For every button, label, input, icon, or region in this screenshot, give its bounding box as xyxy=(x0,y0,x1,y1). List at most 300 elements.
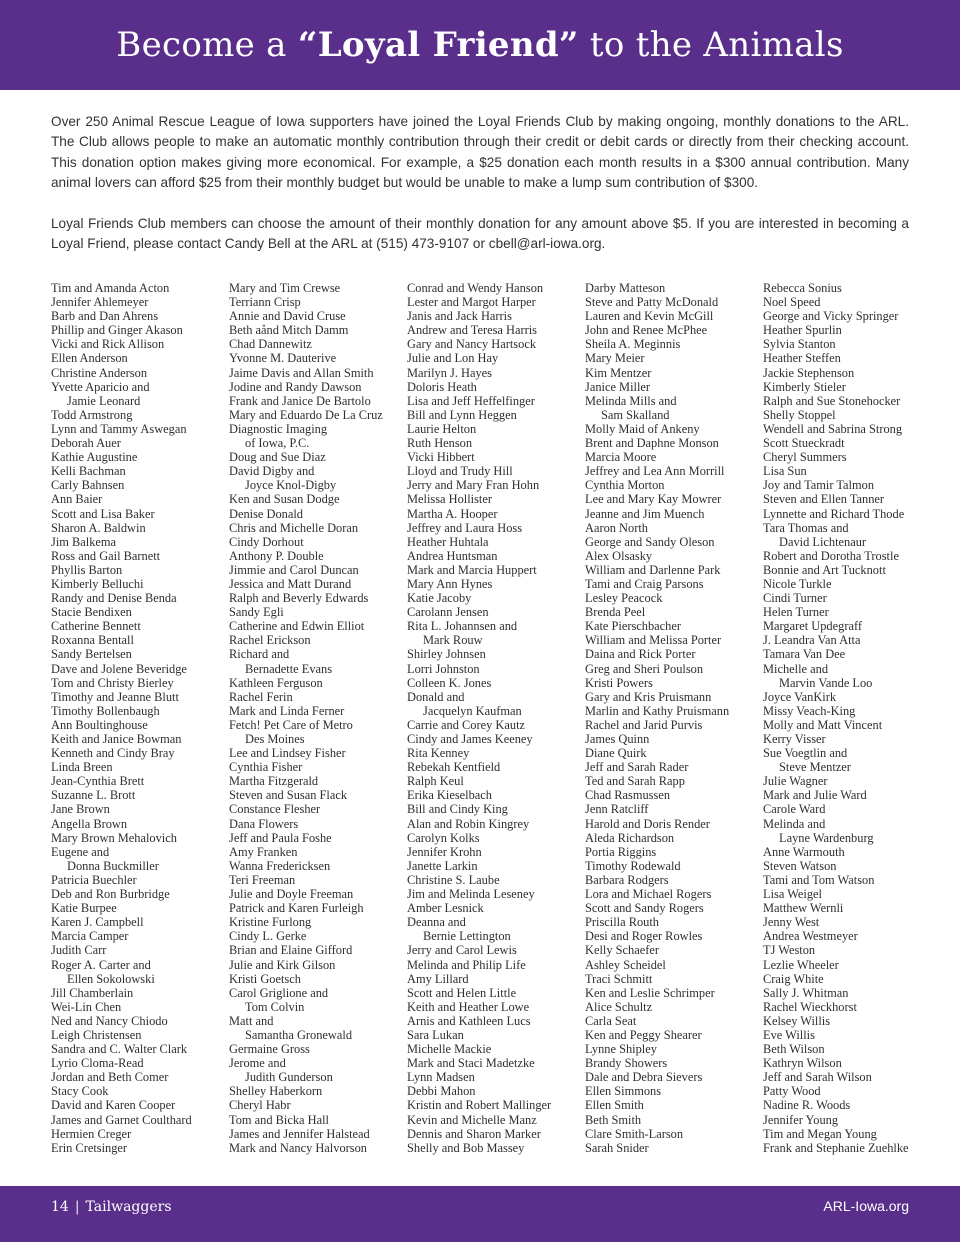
donor-name: Christine S. Laube xyxy=(407,872,500,887)
donor-name: Nadine R. Woods xyxy=(763,1098,851,1113)
donor-name: Rachel and Jarid Purvis xyxy=(585,717,703,732)
donor-name: Judith Gunderson xyxy=(245,1070,333,1085)
donor-name: Catherine Bennett xyxy=(51,619,141,634)
donor-name: Vicki and Rick Allison xyxy=(51,337,165,352)
donor-name: Annie and David Cruse xyxy=(229,309,346,324)
donor-name: Bill and Cindy King xyxy=(407,802,508,817)
donor-name: Brent and Daphne Monson xyxy=(585,436,719,451)
donor-name: Helen Turner xyxy=(763,605,829,620)
donor-name: Sandy Egli xyxy=(229,605,284,620)
donor-name: Jeffrey and Lea Ann Morrill xyxy=(585,464,725,479)
donor-name: Mark and Nancy Halvorson xyxy=(229,1140,367,1155)
donor-name: Cindy L. Gerke xyxy=(229,929,307,944)
donor-name: Tara Thomas and xyxy=(763,520,849,535)
donor-name: of Iowa, P.C. xyxy=(245,436,310,451)
donor-name: Steve and Patty McDonald xyxy=(585,295,719,310)
donor-name: James Quinn xyxy=(585,732,650,746)
website-link[interactable]: ARL-Iowa.org xyxy=(823,1198,909,1214)
donor-name: Ashley Scheidel xyxy=(585,957,666,972)
donor-name: Mary Ann Hynes xyxy=(407,576,493,591)
intro-paragraph-2: Loyal Friends Club members can choose the amount of their monthly donation for any amount above $5. If you are interested in becoming a Loyal Friend, please contact Candy Bell at the ARL at (515) 473-9107 or cbell@arl-iowa.org. xyxy=(51,215,909,252)
donor-name: Shirley Johnsen xyxy=(407,647,486,662)
donor-name: Steven Watson xyxy=(763,858,837,873)
donor-name: Robert and Dorotha Trostle xyxy=(763,548,899,563)
donor-name: Steven and Susan Flack xyxy=(229,788,348,803)
donor-name: Cindy Dorhout xyxy=(229,534,304,549)
donor-name: Rebekah Kentfield xyxy=(407,760,501,775)
donor-name: Nicole Turkle xyxy=(763,576,832,591)
donor-name: Andrea Huntsman xyxy=(407,548,498,563)
donor-name: Rita L. Johannsen and xyxy=(407,619,518,634)
donor-name: Jenn Ratcliff xyxy=(585,802,649,817)
donor-name: Keith and Janice Bowman xyxy=(51,732,182,746)
donor-name: Cheryl Summers xyxy=(763,450,847,465)
donor-name: Molly Maid of Ankeny xyxy=(585,421,700,436)
donor-name: Amy Franken xyxy=(229,844,298,859)
donor-name: Stacie Bendixen xyxy=(51,605,132,620)
donor-name: Joy and Tamir Talmon xyxy=(763,478,875,493)
donor-list xyxy=(51,281,931,1155)
donor-name: Jamie Leonard xyxy=(67,393,141,408)
donor-name: Lauren and Kevin McGill xyxy=(585,309,714,324)
donor-name: William and Darlenne Park xyxy=(585,562,721,577)
donor-name: Jennifer Krohn xyxy=(407,844,482,859)
donor-name: Jim and Melinda Leseney xyxy=(407,887,535,902)
donor-name: Kevin and Michelle Manz xyxy=(407,1112,537,1127)
donor-name: Jill Chamberlain xyxy=(51,985,134,1000)
donor-name: Julie and Doyle Freeman xyxy=(229,887,354,902)
donor-name: Kristi Goetsch xyxy=(229,971,301,986)
donor-name: Ellen Simmons xyxy=(585,1084,662,1099)
donor-column-3 xyxy=(407,281,585,1155)
title-bold: “Loyal Friend” xyxy=(297,25,579,65)
donor-name: Sandy Bertelsen xyxy=(51,647,132,662)
donor-name: Sarah Snider xyxy=(585,1140,649,1155)
donor-name: Mark and Julie Ward xyxy=(763,788,867,803)
donor-name: Daina and Rick Porter xyxy=(585,647,696,662)
donor-name: Portia Riggins xyxy=(585,844,657,859)
donor-name: Lisa Sun xyxy=(763,464,807,479)
donor-name: David and Karen Cooper xyxy=(51,1098,176,1113)
donor-name: Donald and xyxy=(407,689,465,704)
donor-name: Deanna and xyxy=(407,915,466,930)
donor-name: Jimmie and Carol Duncan xyxy=(229,562,359,577)
donor-name: Diagnostic Imaging xyxy=(229,421,328,436)
donor-name: Jackie Stephenson xyxy=(763,365,855,380)
footer-bar xyxy=(0,1186,960,1242)
donor-name: Kate Pierschbacher xyxy=(585,619,681,634)
donor-name: Lyrio Cloma-Read xyxy=(51,1056,144,1071)
donor-name: Sylvia Stanton xyxy=(763,337,836,352)
donor-name: Patty Wood xyxy=(763,1084,821,1099)
title-pre: Become a xyxy=(116,25,298,65)
donor-name: Mary and Tim Crewse xyxy=(229,281,341,295)
donor-name: Lisa and Jeff Heffelfinger xyxy=(407,393,535,408)
donor-name: Gary and Kris Pruismann xyxy=(585,689,712,704)
donor-name: J. Leandra Van Atta xyxy=(763,633,861,648)
donor-name: Mary Brown Mehalovich xyxy=(51,830,177,845)
donor-name: Jane Brown xyxy=(51,802,110,817)
donor-name: Jessica and Matt Durand xyxy=(229,576,352,591)
donor-name: Kathleen Ferguson xyxy=(229,675,323,690)
donor-name: Laurie Helton xyxy=(407,421,477,436)
donor-name: Cindy and James Keeney xyxy=(407,732,533,746)
donor-name: Greg and Sheri Poulson xyxy=(585,661,704,676)
donor-name: Amber Lesnick xyxy=(407,901,484,916)
donor-name: Jodine and Randy Dawson xyxy=(229,379,362,394)
donor-name: Timothy Bollenbaugh xyxy=(51,703,160,718)
donor-name: Michelle Mackie xyxy=(407,1042,492,1057)
donor-name: Kelli Bachman xyxy=(51,464,126,479)
donor-name: Amy Lillard xyxy=(407,971,469,986)
donor-name: Shelley Haberkorn xyxy=(229,1084,323,1099)
donor-name: Harold and Doris Render xyxy=(585,816,710,831)
donor-name: Jeff and Sarah Wilson xyxy=(763,1070,872,1085)
donor-name: Lee and Mary Kay Mowrer xyxy=(585,492,722,507)
donor-name: Beth Wilson xyxy=(763,1042,825,1057)
donor-name: Carol Griglione and xyxy=(229,985,329,1000)
donor-name: Martha Fitzgerald xyxy=(229,774,319,789)
donor-name: Ralph and Sue Stonehocker xyxy=(763,393,901,408)
donor-name: Steve Mentzer xyxy=(779,760,851,775)
donor-name: Kelsey Willis xyxy=(763,1013,831,1028)
donor-name: Cynthia Morton xyxy=(585,478,665,493)
page-title xyxy=(116,25,843,65)
donor-name: Ted and Sarah Rapp xyxy=(585,774,685,789)
donor-name: Tim and Megan Young xyxy=(763,1126,877,1141)
donor-name: Mark and Linda Ferner xyxy=(229,703,345,718)
donor-name: Jenny West xyxy=(763,915,820,930)
donor-name: Cindi Turner xyxy=(763,591,827,606)
donor-name: Jeffrey and Laura Hoss xyxy=(407,520,523,535)
donor-name: Rachel Erickson xyxy=(229,633,311,648)
donor-name: Brenda Peel xyxy=(585,605,646,620)
donor-name: Cynthia Fisher xyxy=(229,760,303,775)
donor-name: Frank and Janice De Bartolo xyxy=(229,393,371,408)
donor-name: Ken and Leslie Schrimper xyxy=(585,985,715,1000)
donor-name: Ken and Peggy Shearer xyxy=(585,1027,702,1042)
donor-name: Margaret Updegraff xyxy=(763,619,862,634)
donor-name: Erika Kieselbach xyxy=(407,788,492,803)
donor-name: Roxanna Bentall xyxy=(51,633,134,648)
donor-name: Ruth Henson xyxy=(407,436,473,451)
donor-name: Ned and Nancy Chiodo xyxy=(51,1013,168,1028)
donor-name: Steven and Ellen Tanner xyxy=(763,492,885,507)
donor-name: Denise Donald xyxy=(229,506,303,521)
donor-name: Lynn Madsen xyxy=(407,1070,475,1085)
donor-name: Dave and Jolene Beveridge xyxy=(51,661,187,676)
donor-name: Eve Willis xyxy=(763,1027,815,1042)
donor-name: Bernadette Evans xyxy=(245,661,333,676)
donor-name: Ralph and Beverly Edwards xyxy=(229,591,369,606)
donor-name: Tom and Christy Bierley xyxy=(51,675,174,690)
donor-name: Sharon A. Baldwin xyxy=(51,520,146,535)
donor-name: Carla Seat xyxy=(585,1013,637,1028)
donor-name: Keith and Heather Lowe xyxy=(407,999,530,1014)
donor-name: Wei-Lin Chen xyxy=(51,999,122,1014)
donor-name: Mark Rouw xyxy=(423,633,483,648)
donor-name: Priscilla Routh xyxy=(585,915,659,930)
donor-name: Scott and Sandy Rogers xyxy=(585,901,704,916)
footer-left xyxy=(51,1199,172,1215)
donor-name: Janice Miller xyxy=(585,379,651,394)
donor-name: Mary Meier xyxy=(585,351,645,366)
donor-name: Matt and xyxy=(229,1013,274,1028)
donor-name: Missy Veach-King xyxy=(763,703,856,718)
donor-name: Mark and Staci Madetzke xyxy=(407,1056,535,1071)
donor-name: Lora and Michael Rogers xyxy=(585,887,712,902)
donor-name: Heather Huhtala xyxy=(407,534,489,549)
donor-name: Lezlie Wheeler xyxy=(763,957,839,972)
donor-name: Karen J. Campbell xyxy=(51,915,144,930)
donor-name: John and Renee McPhee xyxy=(585,323,708,338)
donor-name: Ann Boultinghouse xyxy=(51,717,148,732)
donor-name: Rachel Ferin xyxy=(229,689,293,704)
donor-name: Lynnette and Richard Thode xyxy=(763,506,905,521)
donor-name: Joyce VanKirk xyxy=(763,689,837,704)
page-number: 14 xyxy=(51,1199,69,1215)
donor-name: Brian and Elaine Gifford xyxy=(229,943,353,958)
donor-name: Rita Kenney xyxy=(407,746,470,761)
donor-name: David Digby and xyxy=(229,464,315,479)
donor-name: Sam Skalland xyxy=(601,407,670,422)
donor-name: Brandy Showers xyxy=(585,1056,668,1071)
donor-name: Randy and Denise Benda xyxy=(51,591,177,606)
donor-name: Richard and xyxy=(229,647,290,662)
donor-name: George and Vicky Springer xyxy=(763,309,899,324)
donor-name: Bonnie and Art Tucknott xyxy=(763,562,886,577)
donor-column-1 xyxy=(51,281,229,1155)
donor-name: Erin Cretsinger xyxy=(51,1140,128,1155)
donor-name: Teri Freeman xyxy=(229,872,296,887)
donor-name: Andrea Westmeyer xyxy=(763,929,858,944)
donor-name: Des Moines xyxy=(245,732,305,746)
donor-name: Anne Warmouth xyxy=(763,844,845,859)
donor-name: Molly and Matt Vincent xyxy=(763,717,883,732)
donor-name: Jerry and Carol Lewis xyxy=(407,943,517,958)
intro-text xyxy=(51,112,909,274)
donor-name: Phillip and Ginger Akason xyxy=(51,323,183,338)
donor-name: Janette Larkin xyxy=(407,858,478,873)
donor-name: Traci Schmitt xyxy=(585,971,653,986)
donor-name: Katie Jacoby xyxy=(407,591,472,606)
donor-name: Tami and Tom Watson xyxy=(763,872,875,887)
donor-name: Kathryn Wilson xyxy=(763,1056,842,1071)
donor-name: Ralph Keul xyxy=(407,774,464,789)
donor-name: Sue Voegtlin and xyxy=(763,746,848,761)
donor-name: Wendell and Sabrina Strong xyxy=(763,421,903,436)
donor-name: Marlin and Kathy Pruismann xyxy=(585,703,730,718)
donor-name: George and Sandy Oleson xyxy=(585,534,715,549)
donor-name: Heather Steffen xyxy=(763,351,841,366)
donor-name: Gary and Nancy Hartsock xyxy=(407,337,537,352)
donor-name: Chad Rasmussen xyxy=(585,788,671,803)
donor-name: Wanna Fredericksen xyxy=(229,858,331,873)
donor-name: Alex Olsasky xyxy=(585,548,653,563)
donor-name: Stacy Cook xyxy=(51,1084,109,1099)
donor-name: Fetch! Pet Care of Metro xyxy=(229,717,353,732)
donor-name: Cheryl Habr xyxy=(229,1098,291,1113)
donor-name: Catherine and Edwin Elliot xyxy=(229,619,365,634)
donor-name: Shelly Stoppel xyxy=(763,407,836,422)
donor-name: Terriann Crisp xyxy=(229,295,301,310)
donor-name: Arnis and Kathleen Lucs xyxy=(407,1013,531,1028)
donor-name: Jean-Cynthia Brett xyxy=(51,774,145,789)
donor-name: Melinda Mills and xyxy=(585,393,677,408)
donor-name: Jaime Davis and Allan Smith xyxy=(229,365,374,380)
donor-name: Beth aånd Mitch Damm xyxy=(229,323,349,338)
donor-name: Melinda and xyxy=(763,816,826,831)
donor-name: Ellen Sokolowski xyxy=(67,971,155,986)
donor-name: Lee and Lindsey Fisher xyxy=(229,746,346,761)
donor-name: Chad Dannewitz xyxy=(229,337,312,352)
donor-name: Angella Brown xyxy=(51,816,128,831)
donor-column-2 xyxy=(229,281,407,1155)
donor-name: Joyce Knol-Digby xyxy=(245,478,337,493)
donor-name: Bill and Lynn Heggen xyxy=(407,407,517,422)
donor-name: Shelly and Bob Massey xyxy=(407,1140,525,1155)
donor-name: Judith Carr xyxy=(51,943,107,958)
donor-name: Martha A. Hooper xyxy=(407,506,498,521)
donor-name: Kenneth and Cindy Bray xyxy=(51,746,175,761)
donor-name: Timothy Rodewald xyxy=(585,858,681,873)
donor-name: Darby Matteson xyxy=(585,281,666,295)
donor-name: Todd Armstrong xyxy=(51,407,133,422)
donor-name: Diane Quirk xyxy=(585,746,647,761)
donor-name: Mark and Marcia Huppert xyxy=(407,562,537,577)
donor-name: Alice Schultz xyxy=(585,999,653,1014)
donor-name: Ellen Anderson xyxy=(51,351,128,366)
donor-name: Debbi Mahon xyxy=(407,1084,476,1099)
donor-name: Dana Flowers xyxy=(229,816,299,831)
donor-name: Constance Flesher xyxy=(229,802,321,817)
header-banner xyxy=(0,0,960,90)
donor-name: Kristi Powers xyxy=(585,675,653,690)
donor-name: Jacquelyn Kaufman xyxy=(423,703,522,718)
donor-column-4 xyxy=(585,281,763,1155)
donor-name: Layne Wardenburg xyxy=(779,830,874,845)
donor-name: Carolann Jensen xyxy=(407,605,489,620)
donor-name: Carrie and Corey Kautz xyxy=(407,717,526,732)
donor-name: Jerome and xyxy=(229,1056,286,1071)
donor-name: Colleen K. Jones xyxy=(407,675,492,690)
donor-name: Hermien Creger xyxy=(51,1126,132,1141)
donor-name: Sandra and C. Walter Clark xyxy=(51,1042,188,1057)
donor-name: Tom Colvin xyxy=(245,999,305,1014)
donor-name: Deborah Auer xyxy=(51,436,121,451)
donor-name: Kim Mentzer xyxy=(585,365,652,380)
donor-name: Vicki Hibbert xyxy=(407,450,475,465)
donor-name: Lisa Weigel xyxy=(763,887,822,902)
donor-name: Clare Smith-Larson xyxy=(585,1126,684,1141)
donor-name: Barbara Rodgers xyxy=(585,872,669,887)
donor-name: Marcia Moore xyxy=(585,450,657,465)
donor-name: Conrad and Wendy Hanson xyxy=(407,281,544,295)
donor-name: Melissa Hollister xyxy=(407,492,493,507)
donor-name: Samantha Gronewald xyxy=(245,1027,353,1042)
donor-name: Kimberly Stieler xyxy=(763,379,846,394)
donor-name: Dale and Debra Sievers xyxy=(585,1070,703,1085)
donor-name: Kimberly Belluchi xyxy=(51,576,144,591)
donor-name: Eugene and xyxy=(51,844,110,859)
donor-name: Donna Buckmiller xyxy=(67,858,159,873)
donor-name: Lorri Johnston xyxy=(407,661,480,676)
donor-name: Lloyd and Trudy Hill xyxy=(407,464,513,479)
donor-name: Patricia Buechler xyxy=(51,872,137,887)
donor-name: Tom and Bicka Hall xyxy=(229,1112,329,1127)
donor-name: Ellen Smith xyxy=(585,1098,644,1113)
donor-name: Kristine Furlong xyxy=(229,915,312,930)
donor-name: Sally J. Whitman xyxy=(763,985,849,1000)
donor-name: Desi and Roger Rowles xyxy=(585,929,703,944)
donor-name: Anthony P. Double xyxy=(229,548,324,563)
donor-name: Chris and Michelle Doran xyxy=(229,520,359,535)
donor-name: James and Jennifer Halstead xyxy=(229,1126,370,1141)
donor-name: Lynne Shipley xyxy=(585,1042,657,1057)
footer-separator: | xyxy=(74,1199,80,1215)
donor-name: Kathie Augustine xyxy=(51,450,138,465)
donor-name: Heather Spurlin xyxy=(763,323,842,338)
donor-name: Jordan and Beth Comer xyxy=(51,1070,169,1085)
donor-name: Jeanne and Jim Muench xyxy=(585,506,705,521)
donor-name: Janis and Jack Harris xyxy=(407,309,512,324)
donor-name: Yvette Aparicio and xyxy=(51,379,150,394)
donor-name: Jim Balkema xyxy=(51,534,117,549)
donor-name: Ross and Gail Barnett xyxy=(51,548,161,563)
donor-name: James and Garnet Coulthard xyxy=(51,1112,192,1127)
donor-name: Frank and Stephanie Zuehlke xyxy=(763,1140,909,1155)
donor-name: Linda Breen xyxy=(51,760,113,775)
donor-name: Scott Stueckradt xyxy=(763,436,845,451)
donor-name: Rebecca Sonius xyxy=(763,281,842,295)
donor-name: Scott and Lisa Baker xyxy=(51,506,155,521)
donor-name: Jennifer Young xyxy=(763,1112,839,1127)
donor-name: Jerry and Mary Fran Hohn xyxy=(407,478,540,493)
donor-name: Aaron North xyxy=(585,520,648,535)
donor-name: Marilyn J. Hayes xyxy=(407,365,492,380)
donor-name: Deb and Ron Burbridge xyxy=(51,887,170,902)
donor-name: Yvonne M. Dauterive xyxy=(229,351,337,366)
donor-name: Leigh Christensen xyxy=(51,1027,142,1042)
donor-name: Andrew and Teresa Harris xyxy=(407,323,537,338)
donor-name: Jennifer Ahlemeyer xyxy=(51,295,149,310)
donor-name: Julie and Lon Hay xyxy=(407,351,499,366)
donor-name: Suzanne L. Brott xyxy=(51,788,136,803)
donor-name: Kristin and Robert Mallinger xyxy=(407,1098,552,1113)
donor-name: Beth Smith xyxy=(585,1112,642,1127)
donor-name: Ken and Susan Dodge xyxy=(229,492,340,507)
donor-name: Kelly Schaefer xyxy=(585,943,659,958)
donor-name: Germaine Gross xyxy=(229,1042,310,1057)
donor-name: Lynn and Tammy Aswegan xyxy=(51,421,187,436)
donor-name: Jeff and Sarah Rader xyxy=(585,760,689,775)
donor-name: TJ Weston xyxy=(763,943,816,958)
donor-name: Aleda Richardson xyxy=(585,830,675,845)
donor-name: Sheila A. Meginnis xyxy=(585,337,681,352)
donor-name: Scott and Helen Little xyxy=(407,985,517,1000)
donor-name: Bernie Lettington xyxy=(423,929,511,944)
donor-name: Tami and Craig Parsons xyxy=(585,576,704,591)
title-post: to the Animals xyxy=(578,25,844,65)
donor-name: Mary and Eduardo De La Cruz xyxy=(229,407,383,422)
donor-name: Rachel Wieckhorst xyxy=(763,999,857,1014)
donor-name: Carole Ward xyxy=(763,802,826,817)
donor-name: Ann Baier xyxy=(51,492,103,507)
donor-name: Doloris Heath xyxy=(407,379,477,394)
donor-name: Tim and Amanda Acton xyxy=(51,281,170,295)
donor-name: Timothy and Jeanne Blutt xyxy=(51,689,179,704)
donor-name: Kerry Visser xyxy=(763,732,826,746)
